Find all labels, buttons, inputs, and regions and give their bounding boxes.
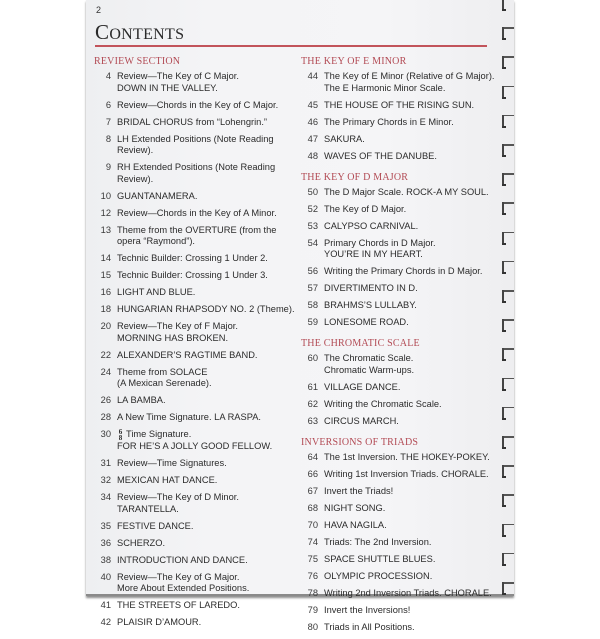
entry-title-line: Technic Builder: Crossing 1 Under 2. bbox=[117, 253, 268, 263]
entry-title-line: Chromatic Warm-ups. bbox=[324, 364, 415, 375]
entry-title bbox=[324, 134, 506, 146]
binding-ring-icon bbox=[502, 376, 514, 391]
entry-title-line: ALEXANDER’S RAGTIME BAND. bbox=[117, 349, 258, 360]
contents-entry bbox=[301, 283, 506, 295]
entry-page-number: 14 bbox=[100, 253, 111, 263]
entry-page-number: 59 bbox=[307, 317, 318, 327]
entry-page-number: 56 bbox=[307, 266, 318, 276]
entry-title bbox=[117, 492, 299, 515]
entry-page-number: 26 bbox=[100, 395, 111, 405]
contents-column-right bbox=[301, 56, 506, 639]
entry-title-line: NIGHT SONG. bbox=[324, 502, 386, 513]
contents-entry bbox=[94, 270, 299, 282]
entry-page-number: 40 bbox=[100, 571, 111, 582]
entry-title-line: Review). bbox=[117, 173, 154, 184]
entry-title bbox=[324, 605, 506, 617]
entry-page-number: 68 bbox=[307, 502, 318, 513]
contents-entry bbox=[94, 521, 299, 533]
entry-title-line: Writing the Chromatic Scale. bbox=[324, 398, 442, 409]
page-number: 2 bbox=[96, 5, 102, 15]
contents-entry bbox=[94, 395, 299, 407]
entry-title bbox=[117, 117, 299, 129]
contents-entry bbox=[301, 469, 506, 481]
contents-entry bbox=[301, 399, 506, 411]
entry-title-line: INTRODUCTION AND DANCE. bbox=[117, 554, 248, 565]
entry-title bbox=[324, 503, 506, 515]
entry-title bbox=[324, 151, 506, 163]
entry-page-number: 7 bbox=[105, 116, 111, 127]
entry-title-line: LONESOME ROAD. bbox=[324, 317, 409, 327]
entry-title bbox=[117, 555, 299, 567]
entry-title bbox=[117, 225, 299, 248]
contents-entry bbox=[94, 538, 299, 550]
entry-title-line: The Key of E Minor (Relative of G Major). bbox=[324, 71, 495, 81]
entry-page-number: 44 bbox=[307, 71, 318, 81]
entry-title bbox=[324, 588, 506, 600]
contents-entry bbox=[94, 225, 299, 248]
entry-title-line: Invert the Triads! bbox=[324, 485, 394, 496]
entry-title-line: A New Time Signature. LA RASPA. bbox=[117, 412, 261, 422]
entry-title bbox=[324, 187, 506, 199]
entry-title-line: PLAISIR D’AMOUR. bbox=[117, 617, 202, 627]
entry-title bbox=[324, 399, 506, 411]
entry-title bbox=[117, 208, 299, 220]
entry-page-number: 62 bbox=[307, 398, 318, 409]
entry-page-number: 6 bbox=[105, 99, 111, 110]
contents-entry bbox=[301, 588, 506, 600]
contents-entry bbox=[301, 571, 506, 583]
contents-entry bbox=[301, 503, 506, 515]
entry-title-line: The Primary Chords in E Minor. bbox=[324, 116, 454, 127]
entry-title-line: Triads: The 2nd Inversion. bbox=[324, 536, 432, 547]
entry-page-number: 76 bbox=[307, 570, 318, 581]
section-heading: INVERSIONS OF TRIADS bbox=[301, 436, 419, 448]
time-signature-top: 6 bbox=[118, 428, 123, 436]
entry-title-line: Review—The Key of C Major. bbox=[117, 71, 239, 81]
entry-title-line: OLYMPIC PROCESSION. bbox=[324, 570, 433, 581]
entry-page-number: 24 bbox=[100, 366, 111, 377]
entry-page-number: 36 bbox=[100, 537, 111, 548]
entry-page-number: 74 bbox=[307, 536, 318, 547]
entry-page-number: 28 bbox=[100, 412, 111, 422]
entry-page-number: 64 bbox=[307, 451, 318, 462]
entry-title-line: The 1st Inversion. THE HOKEY-POKEY. bbox=[324, 451, 490, 462]
entry-title-line: Review—Chords in the Key of C Major. bbox=[117, 99, 279, 110]
binding-ring-icon bbox=[502, 580, 514, 595]
contents-entry bbox=[301, 266, 506, 278]
entry-page-number: 67 bbox=[307, 485, 318, 496]
contents-entry bbox=[94, 71, 299, 94]
contents-entry bbox=[301, 238, 506, 261]
entry-page-number: 46 bbox=[307, 116, 318, 127]
entry-page-number: 53 bbox=[307, 220, 318, 231]
entry-title bbox=[324, 554, 506, 566]
contents-entry bbox=[94, 429, 299, 453]
entry-title-line: Invert the Inversions! bbox=[324, 604, 411, 615]
entry-title-line: HUNGARIAN RHAPSODY NO. 2 (Theme). bbox=[117, 304, 295, 314]
binding-ring-icon bbox=[502, 171, 514, 186]
contents-entry bbox=[94, 304, 299, 316]
entry-title bbox=[117, 191, 299, 203]
entry-title bbox=[117, 617, 299, 629]
contents-entry bbox=[94, 100, 299, 112]
contents-entry bbox=[301, 605, 506, 617]
contents-entry bbox=[94, 134, 299, 157]
entry-title-line: MEXICAN HAT DANCE. bbox=[117, 475, 218, 485]
entry-page-number: 32 bbox=[100, 475, 111, 485]
entry-page-number: 57 bbox=[307, 283, 318, 293]
entry-title-line: THE STREETS OF LAREDO. bbox=[117, 600, 240, 610]
entry-page-number: 47 bbox=[307, 133, 318, 144]
entry-title bbox=[117, 458, 299, 470]
entry-title-line: BRAHMS’S LULLABY. bbox=[324, 300, 417, 310]
contents-entry bbox=[94, 555, 299, 567]
entry-title-line: Triads in All Positions. bbox=[324, 621, 415, 632]
entry-title-line: Writing 2nd Inversion Triads. CHORALE. bbox=[324, 587, 492, 598]
entry-page-number: 4 bbox=[105, 71, 111, 81]
entry-page-number: 30 bbox=[100, 429, 111, 439]
contents-entry bbox=[301, 382, 506, 394]
entry-page-number: 75 bbox=[307, 553, 318, 564]
binding-ring-icon bbox=[502, 463, 514, 478]
contents-entry bbox=[94, 572, 299, 595]
entry-title bbox=[324, 117, 506, 129]
entry-page-number: 78 bbox=[307, 587, 318, 598]
entry-title-line: Theme from SOLACE bbox=[117, 366, 208, 377]
binding-ring-icon bbox=[502, 230, 514, 245]
entry-title-line: The D Major Scale. ROCK-A MY SOUL. bbox=[324, 186, 489, 197]
binding-ring-icon bbox=[502, 259, 514, 274]
binding-ring-icon bbox=[502, 200, 514, 215]
section-heading: THE KEY OF D MAJOR bbox=[301, 171, 409, 183]
entry-title-line: Writing the Primary Chords in D Major. bbox=[324, 266, 483, 276]
entry-page-number: 18 bbox=[100, 304, 111, 314]
contents-entry bbox=[301, 317, 506, 329]
contents-entry bbox=[94, 600, 299, 612]
binding-ring-icon bbox=[502, 492, 514, 507]
entry-title-line: DOWN IN THE VALLEY. bbox=[117, 82, 218, 93]
entry-page-number: 12 bbox=[100, 207, 111, 218]
entry-title bbox=[117, 253, 299, 265]
binding-ring-icon bbox=[502, 25, 514, 40]
entry-title-line: CIRCUS MARCH. bbox=[324, 415, 399, 426]
entry-title-line: Theme from the OVERTURE (from the bbox=[117, 224, 277, 235]
contents-entry bbox=[301, 416, 506, 428]
entry-title bbox=[324, 571, 506, 583]
entry-page-number: 8 bbox=[105, 133, 111, 144]
entry-page-number: 16 bbox=[100, 287, 111, 297]
contents-entry bbox=[301, 300, 506, 312]
entry-page-number: 31 bbox=[100, 458, 111, 468]
contents-entry bbox=[301, 554, 506, 566]
entry-page-number: 34 bbox=[100, 492, 111, 502]
entry-title-line: opera “Raymond”). bbox=[117, 236, 196, 246]
entry-title bbox=[324, 283, 506, 295]
entry-page-number: 22 bbox=[100, 349, 111, 360]
contents-entry bbox=[94, 412, 299, 424]
entry-page-number: 63 bbox=[307, 415, 318, 426]
binding-ring-icon bbox=[502, 142, 514, 157]
entry-title bbox=[117, 600, 299, 612]
entry-page-number: 54 bbox=[307, 237, 318, 248]
entry-page-number: 66 bbox=[307, 468, 318, 479]
entry-page-number: 41 bbox=[100, 600, 111, 610]
section-heading: REVIEW SECTION bbox=[94, 56, 181, 67]
time-signature-bottom: 8 bbox=[118, 434, 123, 442]
entry-title bbox=[117, 71, 299, 94]
entry-title-line: Review—Time Signatures. bbox=[117, 458, 227, 468]
contents-entry bbox=[301, 353, 506, 376]
entry-page-number: 61 bbox=[307, 381, 318, 392]
entry-page-number: 9 bbox=[105, 162, 111, 172]
contents-entry bbox=[301, 622, 506, 634]
entry-title bbox=[324, 317, 506, 329]
entry-title-line: RH Extended Positions (Note Reading bbox=[117, 162, 276, 172]
contents-entry bbox=[301, 187, 506, 199]
entry-title bbox=[324, 353, 506, 376]
entry-title bbox=[117, 429, 299, 453]
entry-title-line: YOU’RE IN MY HEART. bbox=[324, 249, 423, 259]
time-signature-icon bbox=[117, 429, 124, 441]
entry-title-line: MORNING HAS BROKEN. bbox=[117, 332, 229, 343]
entry-title-line: CALYPSO CARNIVAL. bbox=[324, 220, 419, 231]
entry-title-line: The E Harmonic Minor Scale. bbox=[324, 82, 446, 93]
entry-page-number: 48 bbox=[307, 150, 318, 161]
entry-title bbox=[117, 367, 299, 390]
entry-title-line: LA BAMBA. bbox=[117, 395, 166, 405]
entry-title-line: More About Extended Positions. bbox=[117, 583, 250, 593]
entry-title bbox=[324, 266, 506, 278]
spiral-binding bbox=[502, 0, 522, 600]
entry-title-line: Review—The Key of F Major. bbox=[117, 321, 238, 331]
contents-entry bbox=[94, 350, 299, 362]
entry-title bbox=[117, 412, 299, 424]
binding-ring-icon bbox=[502, 84, 514, 99]
entry-title bbox=[117, 287, 299, 299]
entry-title-line: Review—The Key of G Major. bbox=[117, 571, 240, 582]
entry-title-line: BRIDAL CHORUS from “Lohengrin.” bbox=[117, 116, 267, 127]
entry-page-number: 13 bbox=[100, 224, 111, 235]
entry-title bbox=[117, 521, 299, 533]
binding-ring-icon bbox=[502, 54, 514, 69]
entry-page-number: 35 bbox=[100, 520, 111, 531]
entry-title-line: FOR HE’S A JOLLY GOOD FELLOW. bbox=[117, 441, 273, 451]
entry-page-number: 58 bbox=[307, 300, 318, 310]
contents-entry bbox=[94, 287, 299, 299]
entry-title-line: The Key of D Major. bbox=[324, 203, 407, 214]
contents-entry bbox=[301, 204, 506, 216]
entry-title bbox=[324, 486, 506, 498]
entry-title bbox=[117, 475, 299, 487]
entry-page-number: 20 bbox=[100, 321, 111, 331]
contents-entry bbox=[94, 162, 299, 185]
entry-page-number: 79 bbox=[307, 604, 318, 615]
entry-title bbox=[117, 162, 299, 185]
entry-title-line: Primary Chords in D Major. bbox=[324, 237, 436, 248]
entry-title-line: Writing 1st Inversion Triads. CHORALE. bbox=[324, 468, 489, 479]
entry-title bbox=[324, 71, 506, 94]
entry-title-line: TARANTELLA. bbox=[117, 503, 179, 514]
entry-page-number: 80 bbox=[307, 621, 318, 632]
entry-page-number: 42 bbox=[100, 617, 111, 627]
entry-title-line bbox=[117, 429, 299, 441]
entry-title bbox=[117, 321, 299, 344]
binding-ring-icon bbox=[502, 405, 514, 420]
entry-title bbox=[324, 238, 506, 261]
entry-title-line: THE HOUSE OF THE RISING SUN. bbox=[324, 99, 475, 110]
entry-title bbox=[324, 537, 506, 549]
contents-entry bbox=[301, 221, 506, 233]
binding-ring-icon bbox=[502, 288, 514, 303]
entry-title-line: SAKURA. bbox=[324, 133, 365, 144]
contents-entry bbox=[94, 117, 299, 129]
binding-ring-icon bbox=[502, 346, 514, 361]
entry-title-line: SCHERZO. bbox=[117, 537, 166, 548]
contents-column-left bbox=[94, 56, 299, 634]
entry-title-line: Review). bbox=[117, 145, 154, 155]
contents-entry bbox=[301, 486, 506, 498]
binding-ring-icon bbox=[502, 434, 514, 449]
entry-title bbox=[117, 350, 299, 362]
entry-title bbox=[324, 469, 506, 481]
entry-title-text: Time Signature. bbox=[126, 429, 192, 439]
title-divider bbox=[95, 45, 487, 47]
entry-title-line: Review—Chords in the Key of A Minor. bbox=[117, 207, 277, 218]
binding-ring-icon bbox=[502, 522, 514, 537]
entry-page-number: 15 bbox=[100, 270, 111, 280]
entry-title bbox=[324, 416, 506, 428]
page-title bbox=[95, 20, 184, 45]
entry-title-line: LH Extended Positions (Note Reading bbox=[117, 133, 274, 144]
entry-title-line: WAVES OF THE DANUBE. bbox=[324, 150, 437, 161]
section-heading: THE KEY OF E MINOR bbox=[301, 56, 407, 67]
contents-entry bbox=[94, 208, 299, 220]
entry-title bbox=[324, 452, 506, 464]
contents-entry bbox=[301, 452, 506, 464]
entry-title bbox=[324, 520, 506, 532]
entry-page-number: 50 bbox=[307, 186, 318, 197]
contents-entry bbox=[301, 134, 506, 146]
contents-entry bbox=[301, 71, 506, 94]
binding-ring-icon bbox=[502, 113, 514, 128]
entry-title-line: Technic Builder: Crossing 1 Under 3. bbox=[117, 270, 268, 280]
contents-entry bbox=[301, 520, 506, 532]
entry-title-line: VILLAGE DANCE. bbox=[324, 381, 401, 392]
entry-title bbox=[117, 538, 299, 550]
entry-title bbox=[324, 300, 506, 312]
entry-title-line: (A Mexican Serenade). bbox=[117, 378, 212, 388]
entry-title-line: SPACE SHUTTLE BLUES. bbox=[324, 553, 436, 564]
binding-ring-icon bbox=[502, 317, 514, 332]
entry-title bbox=[117, 572, 299, 595]
entry-title bbox=[117, 100, 299, 112]
entry-title-line: The Chromatic Scale. bbox=[324, 353, 414, 363]
contents-entry bbox=[94, 617, 299, 629]
entry-title-line: GUANTANAMERA. bbox=[117, 190, 198, 201]
entry-title bbox=[324, 382, 506, 394]
entry-page-number: 38 bbox=[100, 554, 111, 565]
entry-title-line: HAVA NAGILA. bbox=[324, 519, 387, 530]
page-title-initial: C bbox=[95, 20, 110, 44]
entry-page-number: 60 bbox=[307, 353, 318, 363]
binding-ring-icon bbox=[502, 0, 514, 11]
contents-entry bbox=[94, 492, 299, 515]
contents-entry bbox=[301, 100, 506, 112]
contents-entry bbox=[301, 537, 506, 549]
entry-title bbox=[117, 134, 299, 157]
entry-title bbox=[324, 100, 506, 112]
entry-page-number: 52 bbox=[307, 203, 318, 214]
entry-title bbox=[117, 270, 299, 282]
entry-title-line: DIVERTIMENTO IN D. bbox=[324, 283, 418, 293]
entry-page-number: 45 bbox=[307, 99, 318, 110]
entry-title bbox=[117, 304, 299, 316]
contents-entry bbox=[94, 475, 299, 487]
entry-title-line: LIGHT AND BLUE. bbox=[117, 287, 196, 297]
contents-entry bbox=[94, 367, 299, 390]
contents-entry bbox=[94, 321, 299, 344]
entry-page-number: 70 bbox=[307, 519, 318, 530]
entry-title bbox=[324, 221, 506, 233]
entry-page-number: 10 bbox=[100, 190, 111, 201]
book-page bbox=[86, 0, 514, 632]
contents-entry bbox=[94, 458, 299, 470]
entry-title-line: Review—The Key of D Minor. bbox=[117, 492, 239, 502]
contents-entry bbox=[94, 253, 299, 265]
contents-entry bbox=[94, 191, 299, 203]
entry-title bbox=[324, 204, 506, 216]
entry-title bbox=[117, 395, 299, 407]
page-title-rest: ONTENTS bbox=[109, 26, 185, 43]
contents-entry bbox=[301, 151, 506, 163]
entry-title bbox=[324, 622, 506, 634]
section-heading: THE CHROMATIC SCALE bbox=[301, 338, 420, 349]
binding-ring-icon bbox=[502, 551, 514, 566]
entry-title-line: FESTIVE DANCE. bbox=[117, 520, 194, 531]
contents-entry bbox=[301, 117, 506, 129]
